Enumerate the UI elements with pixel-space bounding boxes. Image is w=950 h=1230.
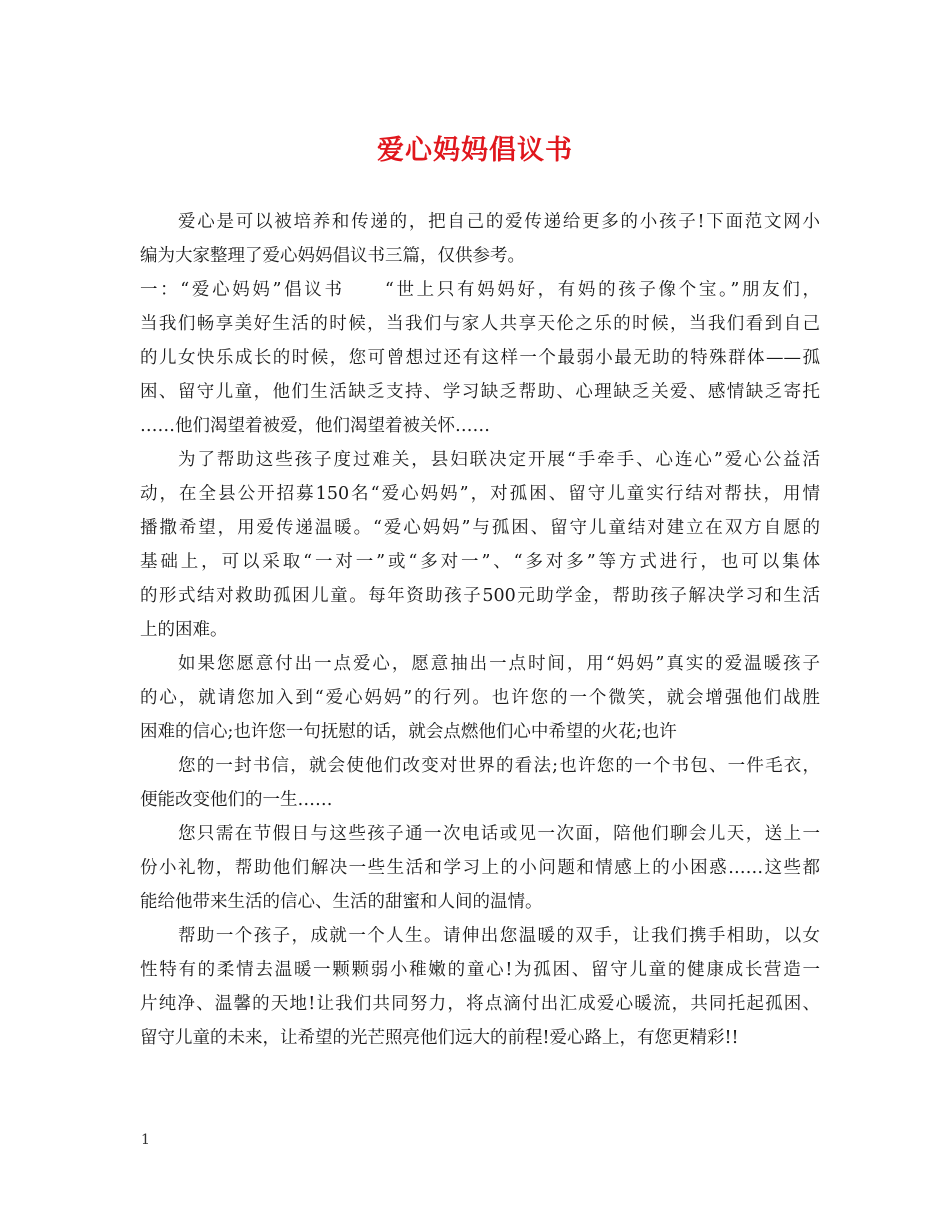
body-line: 您只需在节假日与这些孩子通一次电话或见一次面，陪他们聊会儿天，送上一 (178, 824, 820, 844)
body-line: 困、留守儿童，他们生活缺乏支持、学习缺乏帮助、心理缺乏关爱、感情缺乏寄托 (140, 382, 820, 402)
body-line: 当我们畅享美好生活的时候，当我们与家人共享天伦之乐的时候，当我们看到自己 (140, 314, 820, 334)
body-line: 的儿女快乐成长的时候，您可曾想过还有这样一个最弱小最无助的特殊群体——孤 (140, 348, 820, 368)
body-line: 播撒希望，用爱传递温暖。“爱心妈妈”与孤困、留守儿童结对建立在双方自愿的 (140, 518, 820, 538)
body-line: 基础上，可以采取“一对一”或“多对一”、“多对多”等方式进行，也可以集体 (140, 552, 820, 572)
body-line: 便能改变他们的一生…… (140, 790, 333, 810)
body-line: 能给他带来生活的信心、生活的甜蜜和人间的温情。 (140, 892, 543, 912)
page-title: 爱心妈妈倡议书 (377, 135, 573, 166)
body-line: 性特有的柔情去温暖一颗颗弱小稚嫩的童心!为孤困、留守儿童的健康成长营造一 (140, 960, 820, 980)
body-line: 您的一封书信，就会使他们改变对世界的看法;也许您的一个书包、一件毛衣， (178, 756, 820, 776)
body-line: 片纯净、温馨的天地!让我们共同努力，将点滴付出汇成爱心暖流，共同托起孤困、 (140, 994, 820, 1014)
body-line: 编为大家整理了爱心妈妈倡议书三篇，仅供参考。 (140, 246, 525, 266)
body-line: 的心，就请您加入到“爱心妈妈”的行列。也许您的一个微笑，就会增强他们战胜 (140, 688, 820, 708)
document-body (140, 205, 820, 1055)
body-line: 留守儿童的未来，让希望的光芒照亮他们远大的前程!爱心路上，有您更精彩!! (140, 1028, 739, 1048)
body-line: 上的困难。 (140, 620, 228, 640)
body-line: 如果您愿意付出一点爱心，愿意抽出一点时间，用“妈妈”真实的爱温暖孩子 (178, 654, 820, 674)
body-line: 份小礼物，帮助他们解决一些生活和学习上的小问题和情感上的小困惑……这些都 (140, 858, 820, 878)
body-line: 爱心是可以被培养和传递的，把自己的爱传递给更多的小孩子!下面范文网小 (178, 212, 820, 232)
body-line: 困难的信心;也许您一句抚慰的话，就会点燃他们心中希望的火花;也许 (140, 722, 677, 742)
body-line: 一：“爱心妈妈”倡议书 “世上只有妈妈好，有妈的孩子像个宝。”朋友们， (140, 280, 820, 300)
body-line: 为了帮助这些孩子度过难关，县妇联决定开展“手牵手、心连心”爱心公益活 (178, 450, 820, 470)
body-line: 动，在全县公开招募150名“爱心妈妈”，对孤困、留守儿童实行结对帮扶，用情 (140, 484, 820, 504)
body-line: 的形式结对救助孤困儿童。每年资助孩子500元助学金，帮助孩子解决学习和生活 (140, 586, 820, 606)
body-line: 帮助一个孩子，成就一个人生。请伸出您温暖的双手，让我们携手相助，以女 (178, 926, 820, 946)
body-line: ……他们渴望着被爱，他们渴望着被关怀…… (140, 416, 490, 436)
page-number: 1 (141, 1132, 150, 1148)
